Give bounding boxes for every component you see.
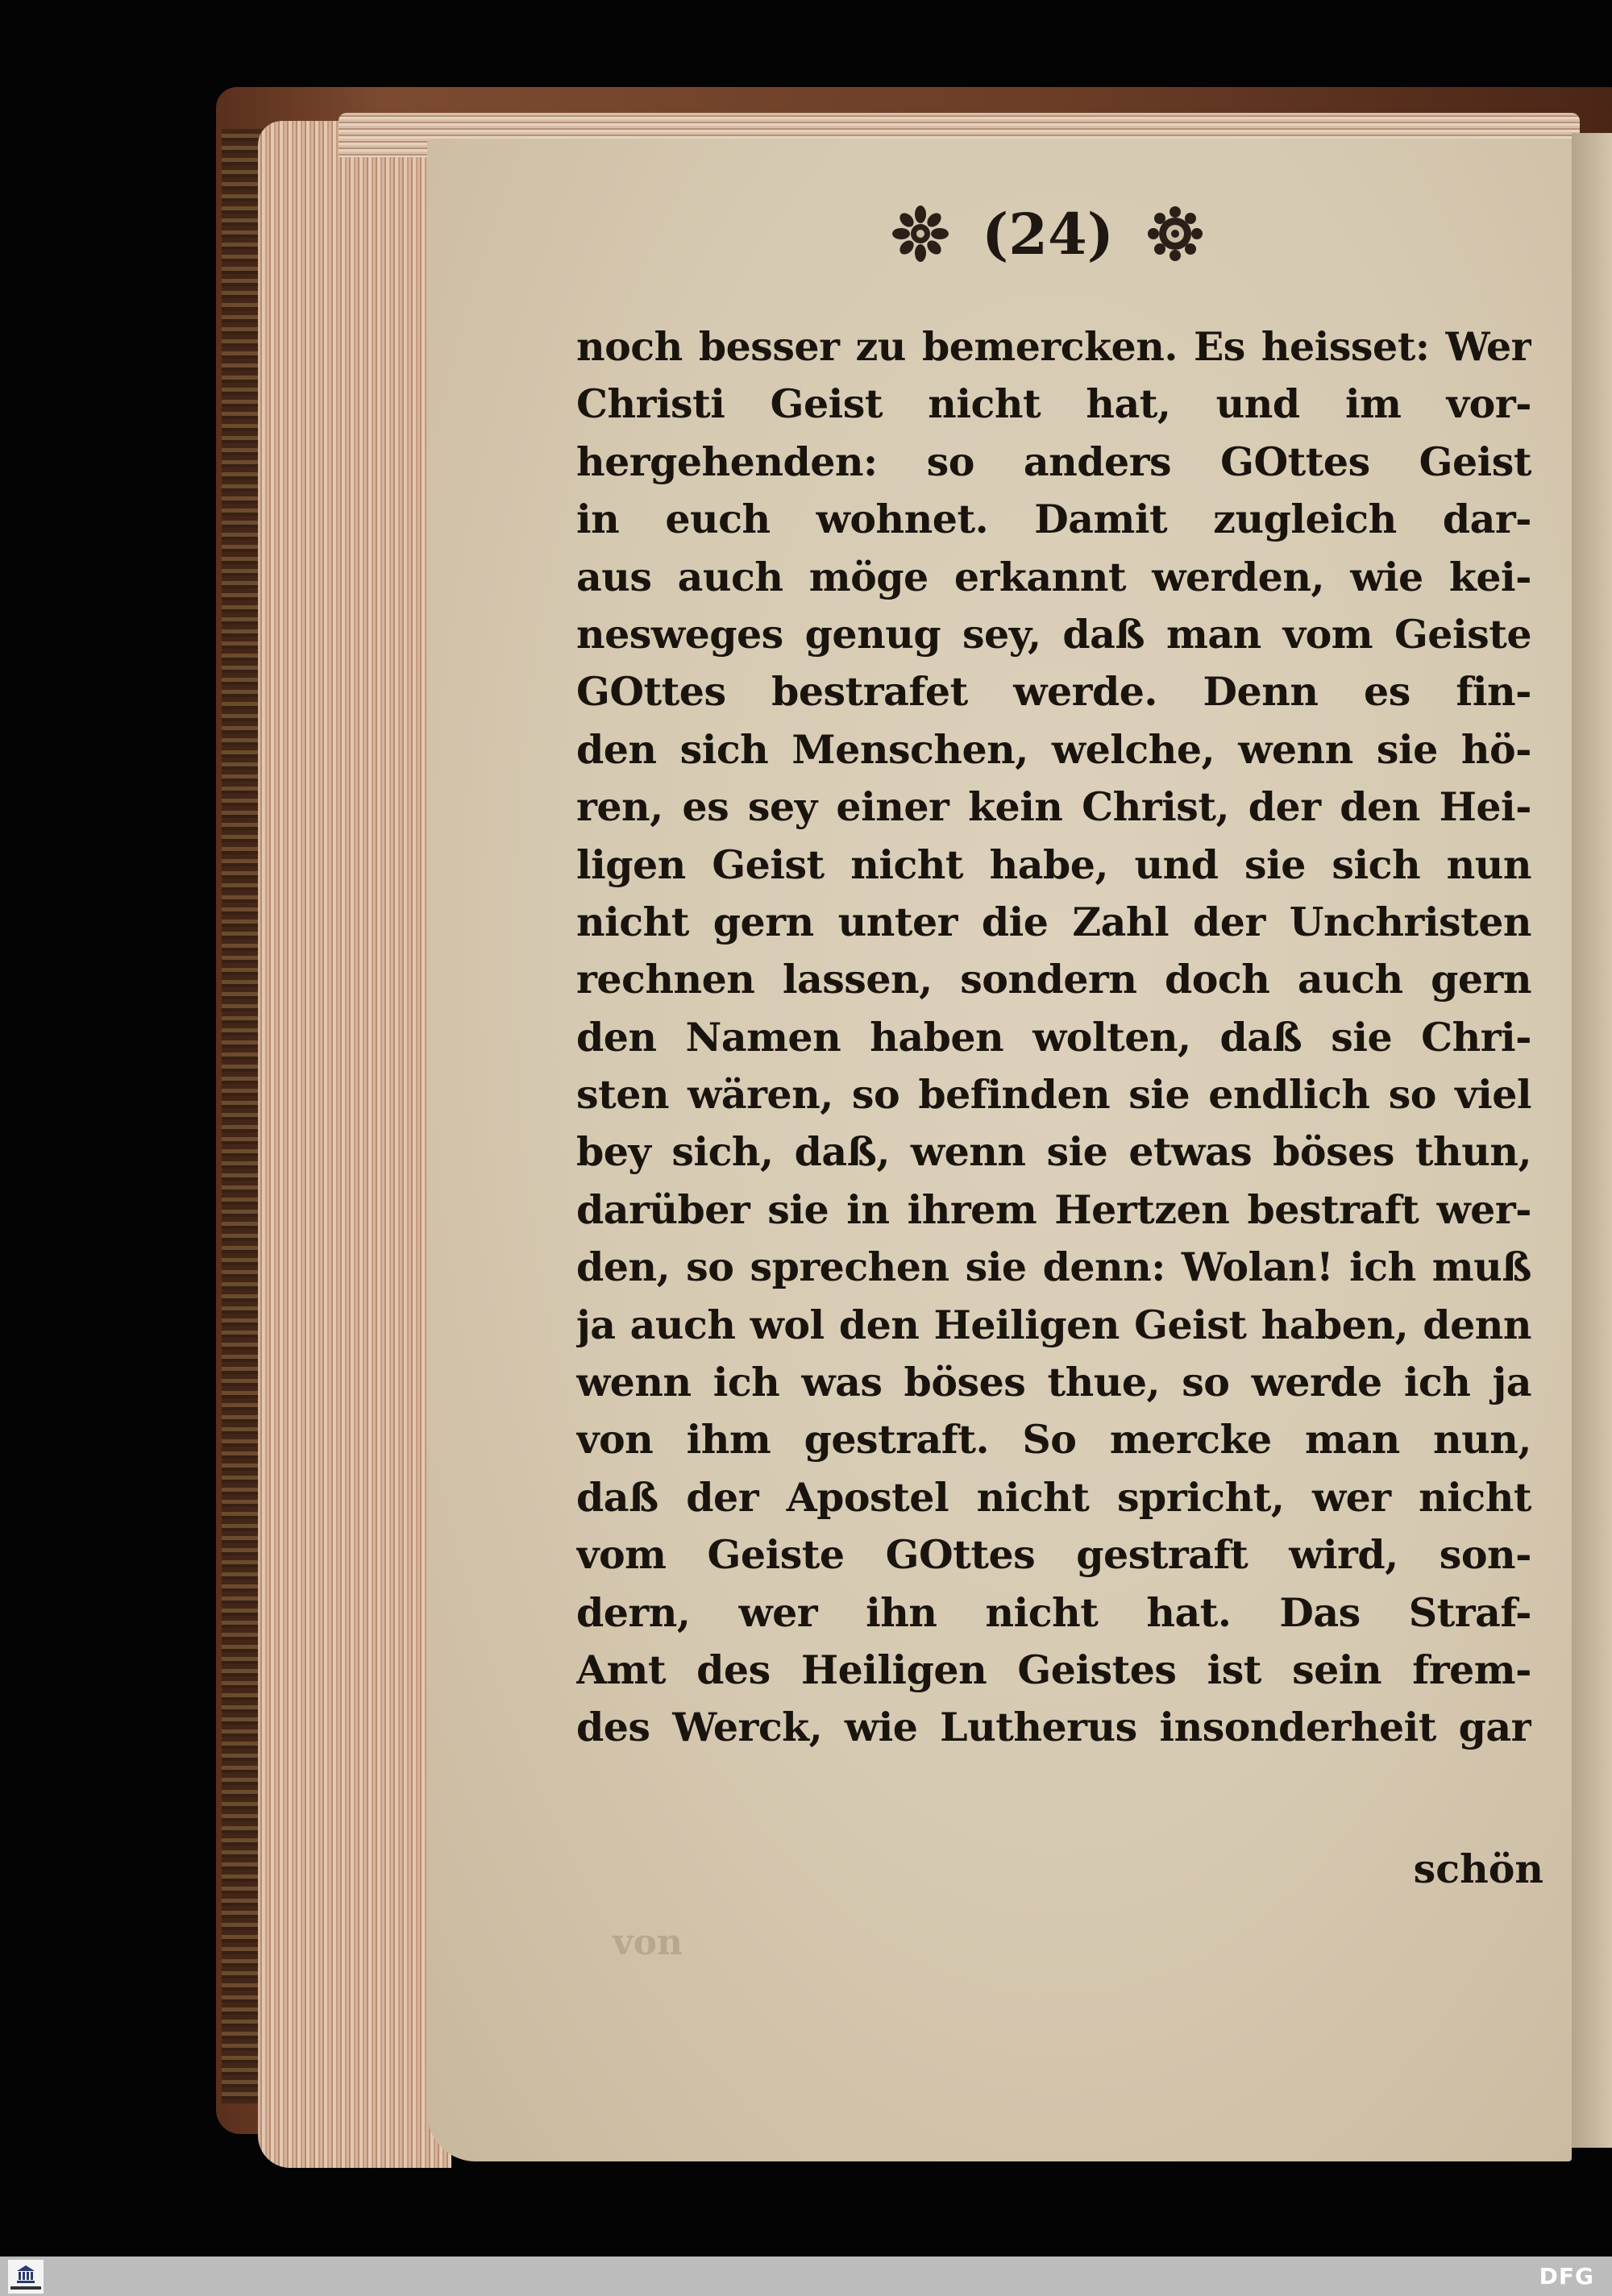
body-text <box>576 318 1531 1757</box>
text-line: den sich Menschen, welche, wenn sie hö- <box>576 725 1531 773</box>
text-line: des Werck, wie Lutherus insonderheit gar <box>576 1704 1531 1751</box>
library-seal-icon[interactable] <box>8 2260 44 2294</box>
facing-page-edge <box>1572 133 1612 2148</box>
text-line: vom Geiste GOttes gestraft wird, son- <box>576 1531 1531 1579</box>
text-line: bey sich, daß, wenn sie etwas böses thun, <box>576 1128 1531 1176</box>
text-line: darüber sie in ihrem Hertzen bestraft wer- <box>576 1185 1531 1233</box>
text-line: ligen Geist nicht habe, und sie sich nun <box>576 841 1531 888</box>
text-line: Amt des Heiligen Geistes ist sein frem- <box>576 1646 1531 1693</box>
text-line: rechnen lassen, sondern doch auch gern <box>576 956 1531 1003</box>
text-line: ja auch wol den Heiligen Geist haben, denn <box>576 1301 1531 1348</box>
text-line: in euch wohnet. Damit zugleich dar- <box>576 496 1531 543</box>
text-line: aus auch möge erkannt werden, wie kei- <box>576 553 1531 600</box>
text-line: Christi Geist nicht hat, und im vor- <box>576 380 1531 428</box>
text-line: nesweges genug sey, daß man vom Geiste <box>576 610 1531 658</box>
page-number: (24) <box>982 200 1114 268</box>
show-through-text: von <box>613 1922 683 1963</box>
text-line: nicht gern unter die Zahl der Unchristen <box>576 898 1531 945</box>
text-line: den, so sprechen sie denn: Wolan! ich muß <box>576 1243 1531 1291</box>
text-line: dern, wer ihn nicht hat. Das Straf- <box>576 1588 1531 1636</box>
library-building-icon <box>15 2264 36 2285</box>
text-line: von ihm gestraft. So mercke man nun, <box>576 1416 1531 1464</box>
text-line: GOttes bestrafet werde. Denn es fin- <box>576 668 1531 716</box>
catchword: schön <box>1413 1846 1543 1892</box>
library-logo-caption <box>10 2286 41 2290</box>
text-line: sten wären, so befinden sie endlich so viel <box>576 1071 1531 1119</box>
text-line: wenn ich was böses thue, so werde ich ja <box>576 1359 1531 1406</box>
page-edges <box>258 121 451 2168</box>
text-line: ren, es sey einer kein Christ, der den Hei- <box>576 783 1531 831</box>
text-line: daß der Apostel nicht spricht, wer nicht <box>576 1473 1531 1521</box>
page-header <box>854 185 1241 282</box>
flower-ornament-icon <box>891 205 949 263</box>
viewer-footer-bar <box>0 2257 1612 2296</box>
text-line: noch besser zu bemercken. Es heisset: Wer <box>576 323 1531 370</box>
text-line: den Namen haben wolten, daß sie Chri- <box>576 1013 1531 1061</box>
text-line: hergehenden: so anders GOttes Geist <box>576 438 1531 485</box>
flower-ornament-icon <box>1146 205 1204 263</box>
dfg-logo[interactable]: DFG <box>1539 2263 1594 2290</box>
